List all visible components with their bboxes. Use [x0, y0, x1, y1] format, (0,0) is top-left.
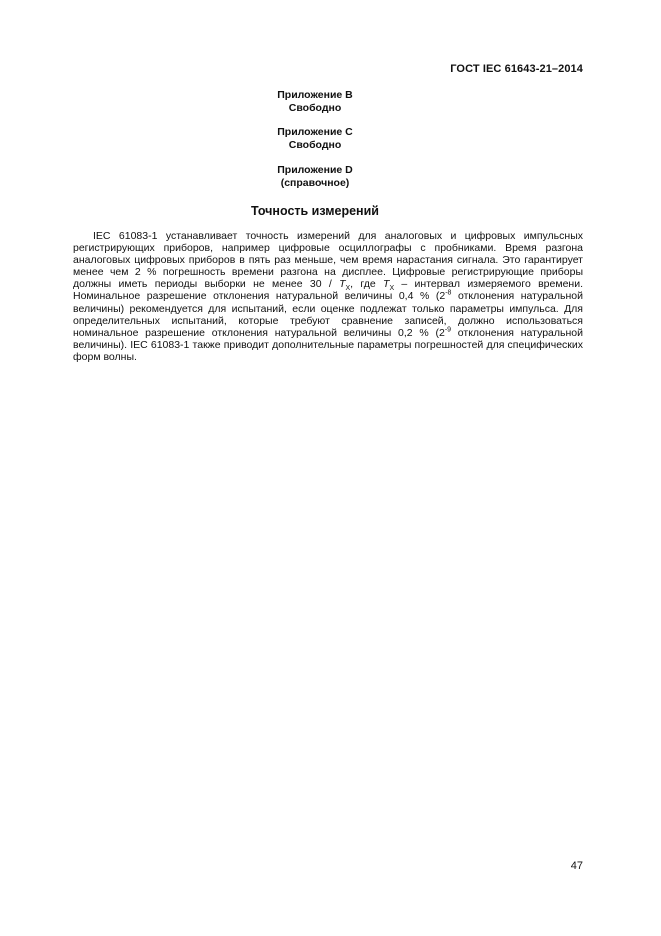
page-number: 47 [570, 860, 583, 872]
annex-b-subtitle: Свободно [288, 102, 342, 114]
exponent: -9 [444, 326, 452, 334]
annex-b [0, 89, 630, 115]
annex-d-title: Приложение D [277, 164, 353, 176]
symbol-tx-subscript: X [389, 285, 395, 293]
annex-b-title: Приложение В [277, 89, 353, 101]
text-run: отклонения натуральной величины) рекомендуется для испытаний, если оценке подлежат только параметры импульса. Для определительных испытаний, которые требуют сравнение записей, должно использоваться номинальное разрешение отклонения натуральной величины 0,2 % (2 [73, 290, 583, 339]
text-run: , где [350, 278, 384, 291]
symbol-tx: T [339, 278, 346, 291]
text-run: – интервал измеряемого времени. Номинальное разрешение отклонения натуральной величины 0,4 % (2 [73, 278, 583, 303]
annex-c [0, 126, 630, 152]
symbol-tx-subscript: X [345, 285, 351, 293]
annex-d-subtitle: (справочное) [280, 177, 350, 189]
text-run: отклонения натуральной величины). IEC 61083-1 также приводит дополнительные параметры погрешностей для специфических форм волны. [73, 326, 583, 363]
annex-c-subtitle: Свободно [288, 139, 342, 151]
paragraph-text [73, 230, 583, 363]
annex-c-title: Приложение С [277, 126, 353, 138]
annex-d [0, 164, 630, 190]
exponent: -8 [445, 289, 452, 297]
text-run: IEC 61083-1 устанавливает точность измерений для аналоговых и цифровых импульсных регистрирующих приборов, например цифровые осциллографы с пробниками. Время разгона аналоговых цифровых приборов в пять раз меньше, чем время нарастания сигнала. Это гарантирует менее чем 2 % погрешность времени разгона на дисплее. Цифровые регистрирующие приборы должны иметь периоды выборки не менее 30 / [73, 230, 583, 291]
section-title: Точность измерений [251, 204, 379, 218]
standard-code: ГОСТ IEC 61643-21–2014 [450, 63, 583, 75]
symbol-tx: T [383, 278, 390, 291]
body-paragraph [73, 230, 583, 363]
